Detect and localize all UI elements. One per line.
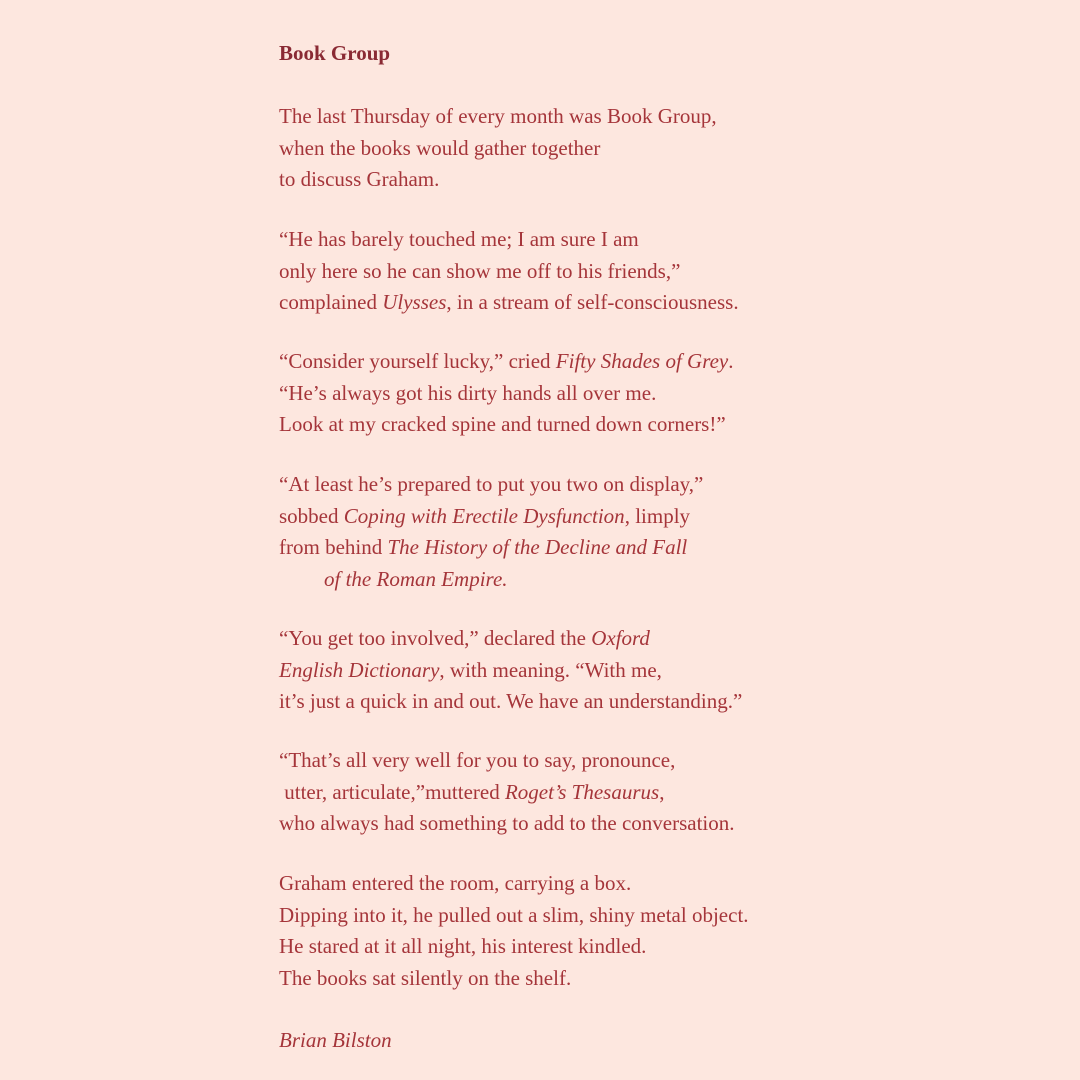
poem-line (279, 623, 742, 655)
poem-line (279, 745, 735, 777)
poem-line (279, 564, 703, 596)
line-text: sobbed (279, 503, 344, 528)
book-title: Coping with Erectile Dysfunction (343, 503, 625, 528)
line-text: Graham entered the room, carrying a box. (279, 871, 632, 895)
poem-author: Brian Bilston (279, 1028, 392, 1052)
line-text: , (659, 779, 665, 804)
line-text: He stared at it all night, his interest kindled. (279, 934, 647, 958)
line-text: , in a stream of self-consciousness. (446, 290, 739, 314)
line-text: only here so he can show me off to his friends,” (279, 258, 681, 283)
line-text: , limply (624, 503, 691, 528)
stanza-2 (279, 224, 739, 319)
line-text: utter, articulate,”muttered (279, 779, 505, 804)
line-text: “At least he’s prepared to put you two on display,” (279, 472, 704, 496)
poem-line (279, 346, 733, 378)
line-text: it’s just a quick in and out. We have an understanding.” (279, 689, 743, 713)
book-title: Roget’s Thesaurus (504, 779, 660, 804)
line-text: “Consider yourself lucky,” cried (279, 349, 556, 373)
stanza-5 (279, 623, 742, 718)
poem-line (279, 287, 739, 319)
line-text: who always had something to add to the conversation. (279, 811, 735, 835)
stanza-1 (279, 101, 717, 196)
poem-line (279, 378, 733, 410)
line-text: “That’s all very well for you to say, pronounce, (279, 748, 676, 772)
stanza-3 (279, 346, 733, 441)
poem-line (279, 101, 717, 133)
poem-title: Book Group (279, 41, 391, 65)
poem-line (279, 868, 749, 900)
poem-line (279, 963, 749, 995)
book-title: The History of the Decline and Fall (387, 535, 688, 559)
line-text: “You get too involved,” declared the (279, 626, 592, 650)
poem-line (279, 469, 703, 501)
line-text: The last Thursday of every month was Book Group, (279, 104, 717, 128)
poem-line (279, 931, 749, 963)
poem-line (279, 256, 739, 288)
line-text: Dipping into it, he pulled out a slim, shiny metal object. (279, 902, 749, 927)
line-text: from behind (279, 535, 388, 559)
line-text: , with meaning. “With me, (439, 657, 662, 682)
poem-line (279, 532, 703, 564)
book-title: Ulysses (382, 290, 447, 314)
poem-line (279, 777, 735, 809)
poem-line (279, 224, 739, 256)
poem-line (279, 501, 703, 533)
book-title: of the Roman Empire. (324, 566, 508, 591)
poem-line (279, 808, 735, 840)
line-text: “He’s always got his dirty hands all over me. (279, 380, 657, 405)
poem-line (279, 409, 733, 441)
line-text: The books sat silently on the shelf. (279, 965, 572, 990)
poem (279, 38, 839, 1052)
stanza-6 (279, 745, 735, 840)
poem-line (279, 164, 717, 196)
line-text: to discuss Graham. (279, 167, 440, 191)
line-text: complained (279, 290, 383, 314)
stanza-4 (279, 469, 703, 595)
line-text: when the books would gather together (279, 135, 601, 160)
book-title: English Dictionary (279, 657, 440, 682)
line-text: Look at my cracked spine and turned down corners!” (279, 412, 726, 436)
poem-line (279, 686, 742, 718)
book-title: Oxford (591, 626, 650, 650)
book-title: Fifty Shades of Grey (555, 349, 729, 373)
line-text: “He has barely touched me; I am sure I am (279, 227, 639, 251)
poem-line (279, 655, 742, 687)
stanza-7 (279, 868, 749, 994)
poem-line (279, 900, 749, 932)
poem-line (279, 133, 717, 165)
line-text: . (728, 349, 734, 373)
